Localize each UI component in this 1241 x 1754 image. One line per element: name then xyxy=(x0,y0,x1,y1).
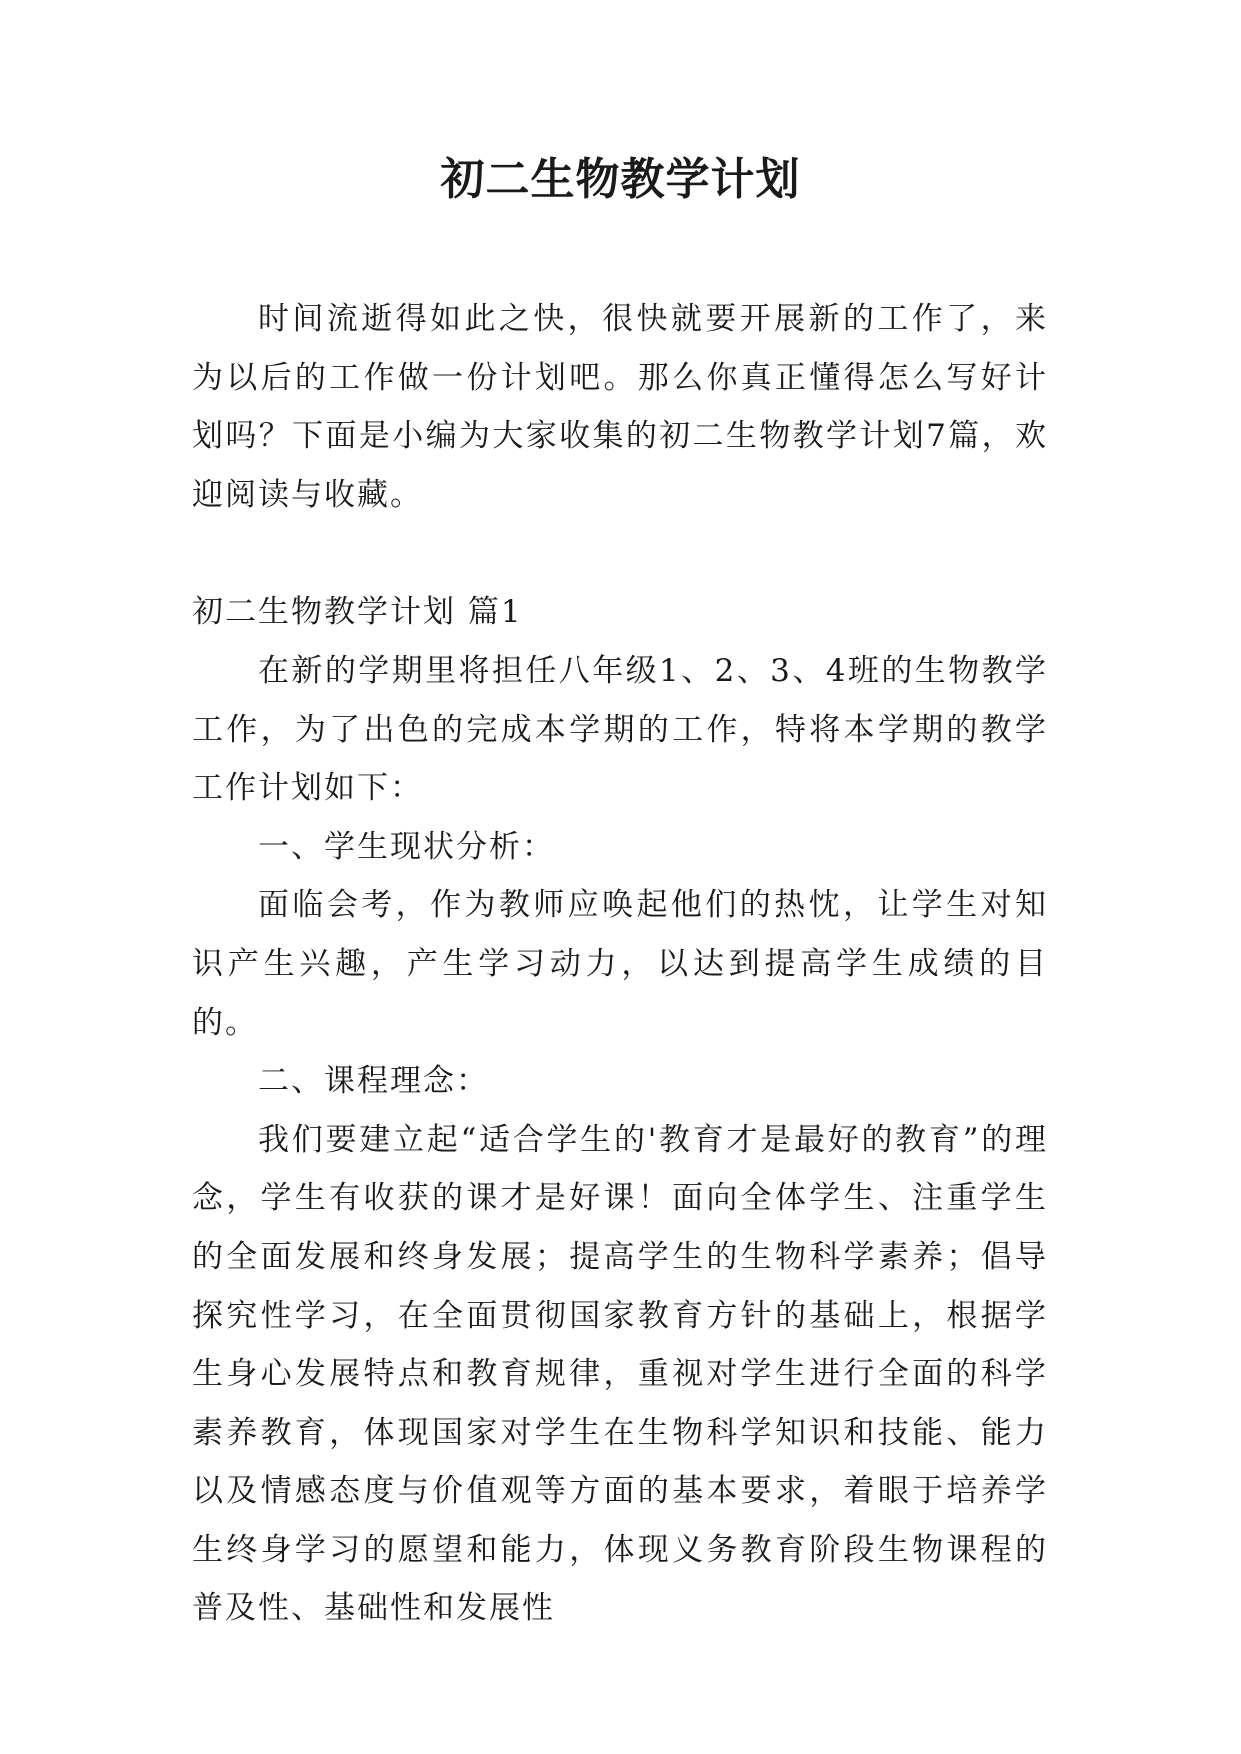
body-paragraph: 面临会考，作为教师应唤起他们的热忱，让学生对知识产生兴趣，产生学习动力，以达到提高学生成绩的目的。 xyxy=(192,887,1048,1041)
intro-paragraph: 时间流逝得如此之快，很快就要开展新的工作了，来为以后的工作做一份计划吧。那么你真正懂得怎么写好计划吗？下面是小编为大家收集的初二生物教学计划7篇，欢迎阅读与收藏。 xyxy=(192,301,1048,513)
subheading-course-concept: 二、课程理念： xyxy=(258,1063,489,1100)
subheading-student-analysis: 一、学生现状分析： xyxy=(258,828,555,865)
section-heading: 初二生物教学计划 篇1 xyxy=(192,594,523,631)
document-title: 初二生物教学计划 xyxy=(440,154,801,205)
document-body xyxy=(192,290,1048,1638)
body-paragraph: 在新的学期里将担任八年级1、2、3、4班的生物教学工作，为了出色的完成本学期的工作，特将本学期的教学工作计划如下： xyxy=(192,652,1048,807)
paragraph-spacer xyxy=(192,524,1048,583)
body-paragraph: 我们要建立起“适合学生的'教育才是最好的教育”的理念，学生有收获的课才是好课！面向全体学生、注重学生的全面发展和终身发展；提高学生的生物科学素养；倡导探究性学习，在全面贯彻国家教育方针的基础上，根据学生身心发展特点和教育规律，重视对学生进行全面的科学素养教育，体现国家对学生在生物科学知识和技能、能力以及情感态度与价值观等方面的基本要求，着眼于培养学生终身学习的愿望和能力，体现义务教育阶段生物课程的普及性、基础性和发展性 xyxy=(192,1121,1048,1627)
